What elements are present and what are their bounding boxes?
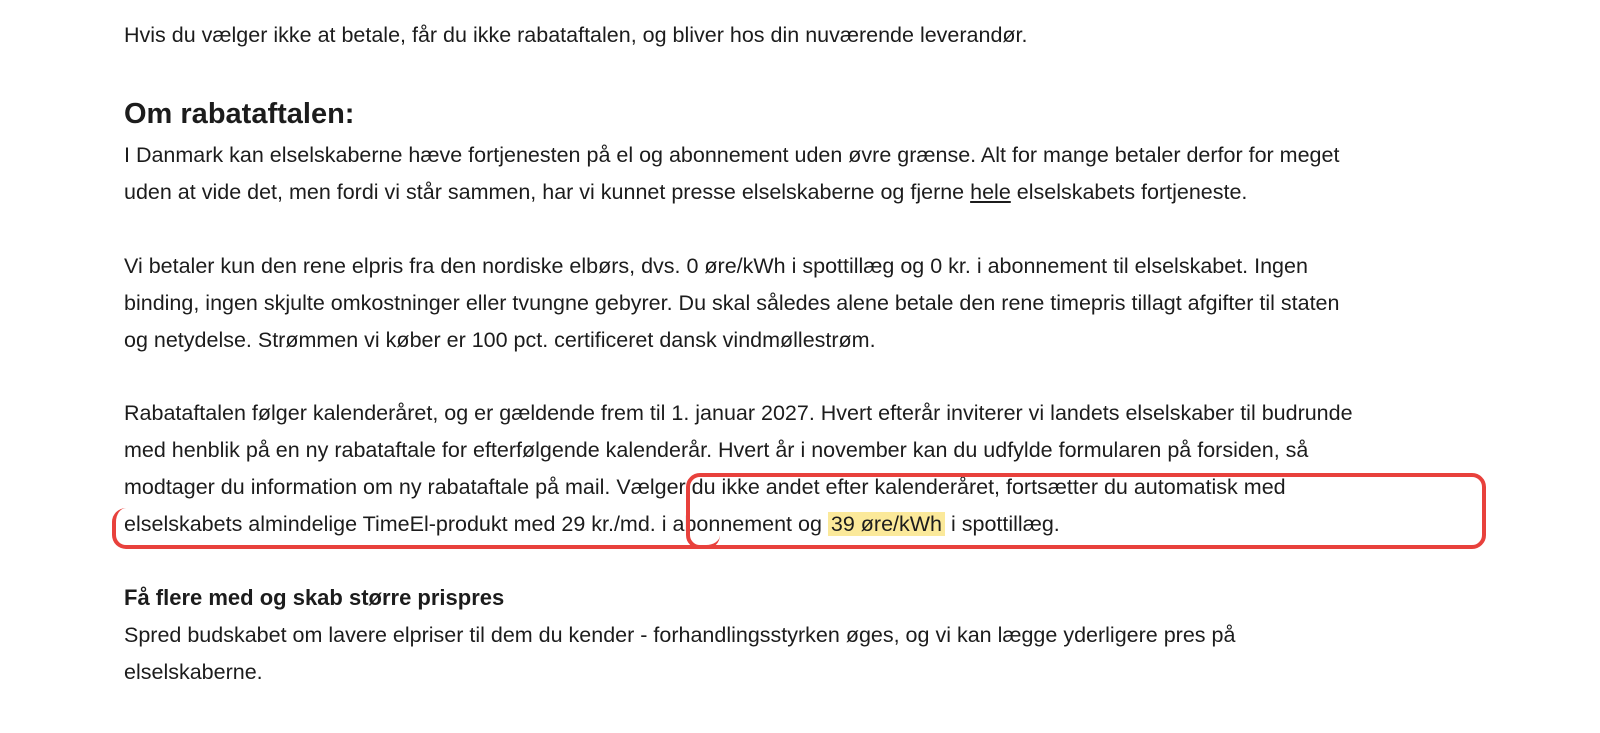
paragraph-line [124,469,1353,506]
text-segment: elselskabets almindelige TimeEl-produkt med 29 kr./md. i abonnement og [124,512,828,536]
text-segment: elselskabets fortjeneste. [1010,180,1248,204]
highlighted-price: 39 øre/kWh [828,512,945,536]
paragraph-line: elselskaberne. [124,660,263,684]
underlined-word: hele [970,180,1011,204]
paragraph-kalenderaar [124,395,1353,543]
paragraph-line: Spred budskabet om lavere elpriser til dem du kender - forhandlingsstyrken øges, og vi kan lægge yderligere pres på [124,623,1236,647]
paragraph-line: I Danmark kan elselskaberne hæve fortjenesten på el og abonnement uden øvre grænse. Alt for mange betaler derfor for meget [124,143,1340,167]
paragraph-line: med henblik på en ny rabataftale for efterfølgende kalenderår. Hvert år i november kan du udfylde formularen på forsiden, så [124,438,1309,462]
paragraph-line [124,506,1353,543]
paragraph-line: Rabataftalen følger kalenderåret, og er gældende frem til 1. januar 2027. Hvert efterår inviterer vi landets elselskaber til budrunde [124,401,1353,425]
paragraph-fortjeneste [124,137,1339,211]
paragraph-spred [124,617,1235,691]
paragraph-line: Vi betaler kun den rene elpris fra den nordiske elbørs, dvs. 0 øre/kWh i spottillæg og 0 kr. i abonnement til elselskabet. Ingen [124,254,1308,278]
paragraph-line [124,174,1339,211]
paragraph-line: binding, ingen skjulte omkostninger eller tvungne gebyrer. Du skal således alene betale den rene timepris tillagt afgifter til staten [124,291,1340,315]
text-segment: Vælger du ikke andet efter kalenderåret, fortsætter du automatisk med [610,475,1286,499]
paragraph-line: og netydelse. Strømmen vi køber er 100 pct. certificeret dansk vindmøllestrøm. [124,328,876,352]
paragraph-pris [124,248,1339,359]
text-segment: uden at vide det, men fordi vi står sammen, har vi kunnet presse elselskaberne og fjerne [124,180,971,204]
text-segment: modtager du information om ny rabataftale på mail. [124,475,611,499]
section-title: Om rabataftalen: [124,98,355,130]
intro-paragraph: Hvis du vælger ikke at betale, får du ikke rabataftalen, og bliver hos din nuværende leverandør. [124,23,1028,47]
text-segment: i spottillæg. [945,512,1060,536]
subheading: Få flere med og skab større prispres [124,585,505,610]
